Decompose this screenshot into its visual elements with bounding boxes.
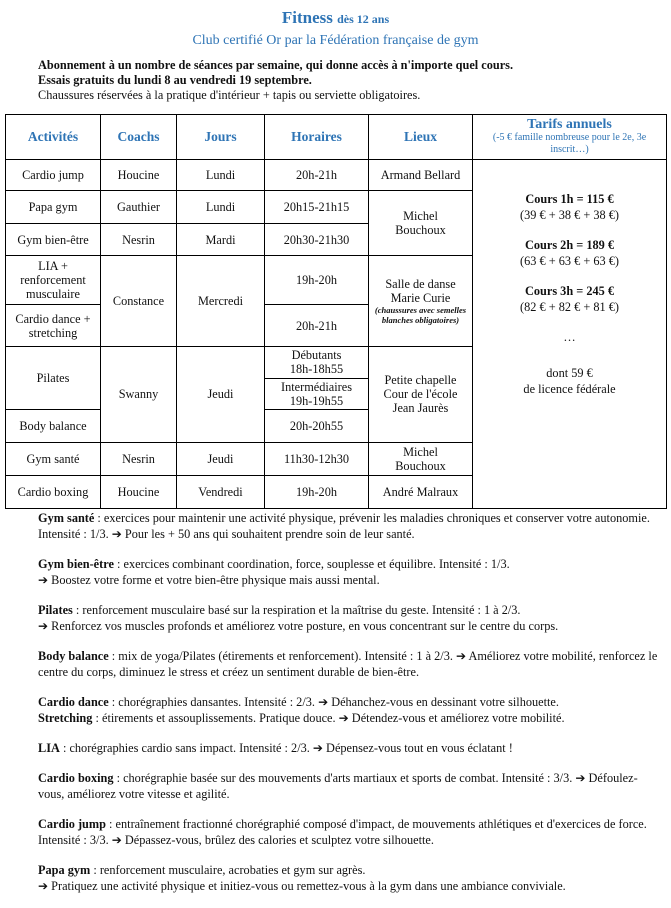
cell-lieu: Michel Bouchoux: [369, 191, 473, 256]
desc-text: : chorégraphies cardio sans impact. Intensité : 2/3.: [59, 741, 313, 755]
table-row: [6, 159, 667, 191]
desc-title: Cardio boxing: [38, 771, 114, 785]
cell-jour: Mardi: [177, 223, 265, 256]
cell-coach: Swanny: [101, 347, 177, 443]
desc-title: Gym bien-être: [38, 557, 114, 571]
cell-coach: Gauthier: [101, 191, 177, 224]
desc-tail: Pour les + 50 ans qui souhaitent prendre soin de leur santé.: [121, 527, 415, 541]
desc-gym-sante: [38, 510, 658, 542]
cell-jour: Lundi: [177, 191, 265, 224]
desc-title: Papa gym: [38, 863, 91, 877]
desc-text: : chorégraphies dansantes. Intensité : 2/3.: [108, 695, 319, 709]
cell-coach: Nesrin: [101, 442, 177, 476]
tarif-3h-detail: (82 € + 82 € + 81 €): [520, 299, 619, 314]
tarif-2h: Cours 2h = 189 €: [525, 237, 614, 252]
desc-title: Pilates: [38, 603, 73, 617]
schedule-table: [5, 114, 667, 509]
desc-tail: Pratiquez une activité physique et initiez-vous ou remettez-vous à la gym dans une ambiance conviviale.: [48, 879, 566, 893]
desc-title: Stretching: [38, 711, 93, 725]
activity-descriptions: [38, 510, 658, 908]
tarif-3h: Cours 3h = 245 €: [525, 283, 614, 298]
cell-coach: Houcine: [101, 476, 177, 509]
cell-coach: Constance: [101, 256, 177, 347]
desc-gym-bien-etre: [38, 556, 658, 588]
cell-lieu: Armand Bellard: [369, 159, 473, 191]
arrow-icon: ➔: [111, 527, 122, 541]
cell-horaire: 19h-20h: [265, 256, 369, 305]
cell-activite: LIA + renforcement musculaire: [6, 256, 101, 305]
cell-horaire: 19h-20h: [265, 476, 369, 509]
header-activites: Activités: [6, 115, 101, 160]
cell-activite: Gym bien-être: [6, 223, 101, 256]
cell-lieu: Michel Bouchoux: [369, 442, 473, 476]
desc-cardio-boxing: [38, 770, 658, 802]
desc-tail: Dépensez-vous tout en vous éclatant !: [322, 741, 513, 755]
cell-lieu: André Malraux: [369, 476, 473, 509]
cell-jour: Jeudi: [177, 347, 265, 443]
cell-lieu: [369, 256, 473, 347]
tarifs-cell: [473, 159, 667, 508]
cell-horaire: 20h30-21h30: [265, 223, 369, 256]
desc-lia: [38, 740, 658, 756]
arrow-icon: ➔: [312, 741, 323, 755]
cell-activite: Gym santé: [6, 442, 101, 476]
page-title: [0, 8, 671, 28]
cell-jour: Jeudi: [177, 442, 265, 476]
title-text: Fitness: [281, 8, 333, 27]
cell-coach: Nesrin: [101, 223, 177, 256]
cell-activite: Body balance: [6, 410, 101, 443]
cell-jour: Vendredi: [177, 476, 265, 509]
desc-pilates: [38, 602, 658, 634]
desc-tail: Boostez votre forme et votre bien-être physique mais aussi mental.: [48, 573, 380, 587]
arrow-icon: ➔: [38, 573, 49, 587]
desc-text: : étirements et assouplissements. Pratique douce.: [92, 711, 339, 725]
desc-cardio-dance: [38, 694, 658, 726]
arrow-icon: ➔: [38, 619, 49, 633]
age-text: dès 12 ans: [337, 12, 390, 26]
intro: [38, 58, 648, 103]
cell-coach: Houcine: [101, 159, 177, 191]
desc-cardio-jump: [38, 816, 658, 848]
desc-text: : mix de yoga/Pilates (étirements et renforcement). Intensité : 1 à 2/3.: [108, 649, 457, 663]
intro-line-2: Essais gratuits du lundi 8 au vendredi 19 septembre.: [38, 73, 312, 87]
desc-title: Cardio dance: [38, 695, 109, 709]
cell-activite: Cardio jump: [6, 159, 101, 191]
desc-title: Body balance: [38, 649, 109, 663]
desc-body-balance: [38, 648, 658, 680]
desc-text: : renforcement musculaire basé sur la respiration et la maîtrise du geste. Intensité : 1 à 2/3.: [72, 603, 521, 617]
cell-jour: Lundi: [177, 159, 265, 191]
arrow-icon: ➔: [111, 833, 122, 847]
tarif-1h: Cours 1h = 115 €: [525, 191, 614, 206]
page-subtitle: Club certifié Or par la Fédération française de gym: [192, 33, 479, 48]
cell-horaire: 20h-21h: [265, 159, 369, 191]
cell-activite: Cardio dance + stretching: [6, 305, 101, 347]
desc-title: Gym santé: [38, 511, 95, 525]
desc-text: : renforcement musculaire, acrobaties et gym sur agrès.: [90, 863, 366, 877]
cell-horaire: 20h-21h: [265, 305, 369, 347]
arrow-icon: ➔: [38, 879, 49, 893]
cell-horaire: 11h30-12h30: [265, 442, 369, 476]
desc-tail: Défoulez-vous, améliorez votre vitesse et agilité.: [38, 771, 638, 801]
lieu-salle-danse: Salle de danse Marie Curie: [385, 277, 456, 306]
desc-tail: Améliorez votre mobilité, renforcez le centre du corps, diminuez le stress et créez un sentiment durable de bien-être.: [38, 649, 658, 679]
desc-text: : exercices combinant coordination, force, souplesse et équilibre. Intensité : 1/3.: [113, 557, 510, 571]
cell-horaire: 20h15-21h15: [265, 191, 369, 224]
cell-activite: Cardio boxing: [6, 476, 101, 509]
desc-text: : chorégraphie basée sur des mouvements d'arts martiaux et sports de combat. Intensité : 3/3.: [113, 771, 576, 785]
header-horaires: Horaires: [265, 115, 369, 160]
desc-tail: Renforcez vos muscles profonds et améliorez votre posture, en vous concentrant sur le centre du corps.: [48, 619, 559, 633]
cell-activite: Papa gym: [6, 191, 101, 224]
intro-line-3: Chaussures réservées à la pratique d'intérieur + tapis ou serviette obligatoires.: [38, 88, 421, 102]
desc-text: : exercices pour maintenir une activité physique, prévenir les maladies chroniques et conserver votre autonomie. Intensité : 1/3.: [38, 511, 650, 541]
header-lieux: Lieux: [369, 115, 473, 160]
lieu-note: (chaussures avec semelles blanches obligatoires): [374, 305, 467, 326]
desc-title: Cardio jump: [38, 817, 106, 831]
tarif-1h-detail: (39 € + 38 € + 38 €): [520, 207, 619, 222]
cell-lieu: Petite chapelle Cour de l'école Jean Jaurès: [369, 347, 473, 443]
arrow-icon: ➔: [456, 649, 467, 663]
desc-papa-gym: [38, 862, 658, 894]
cell-horaire: Intermédiaires 19h-19h55: [265, 378, 369, 410]
cell-jour: Mercredi: [177, 256, 265, 347]
licence-line-1: dont 59 €: [546, 365, 593, 380]
header-jours: Jours: [177, 115, 265, 160]
header-coachs: Coachs: [101, 115, 177, 160]
table-header-row: [6, 115, 667, 160]
desc-text: : entraînement fractionné chorégraphié composé d'impact, de mouvements athlétiques et d'exercices de force. Intensité : 3/3.: [38, 817, 647, 847]
desc-tail: Dépassez-vous, brûlez des calories et sculptez votre silhouette.: [121, 833, 434, 847]
arrow-icon: ➔: [318, 695, 329, 709]
licence-line-2: de licence fédérale: [523, 381, 616, 396]
arrow-icon: ➔: [575, 771, 586, 785]
tarif-2h-detail: (63 € + 63 € + 63 €): [520, 253, 619, 268]
cell-horaire: 20h-20h55: [265, 410, 369, 443]
desc-title: LIA: [38, 741, 60, 755]
header-tarifs: [473, 115, 667, 160]
cell-horaire: Débutants 18h-18h55: [265, 347, 369, 379]
cell-activite: Pilates: [6, 347, 101, 410]
tarif-etc: …: [563, 329, 576, 344]
intro-line-1: Abonnement à un nombre de séances par semaine, qui donne accès à n'importe quel cours.: [38, 58, 514, 72]
header-tarifs-note: (-5 € famille nombreuse pour le 2e, 3e inscrit…): [492, 132, 647, 156]
desc-tail: Détendez-vous et améliorez votre mobilité.: [348, 711, 565, 725]
header-tarifs-label: Tarifs annuels: [527, 117, 612, 133]
desc-tail: Déhanchez-vous en dessinant votre silhouette.: [328, 695, 559, 709]
arrow-icon: ➔: [338, 711, 349, 725]
